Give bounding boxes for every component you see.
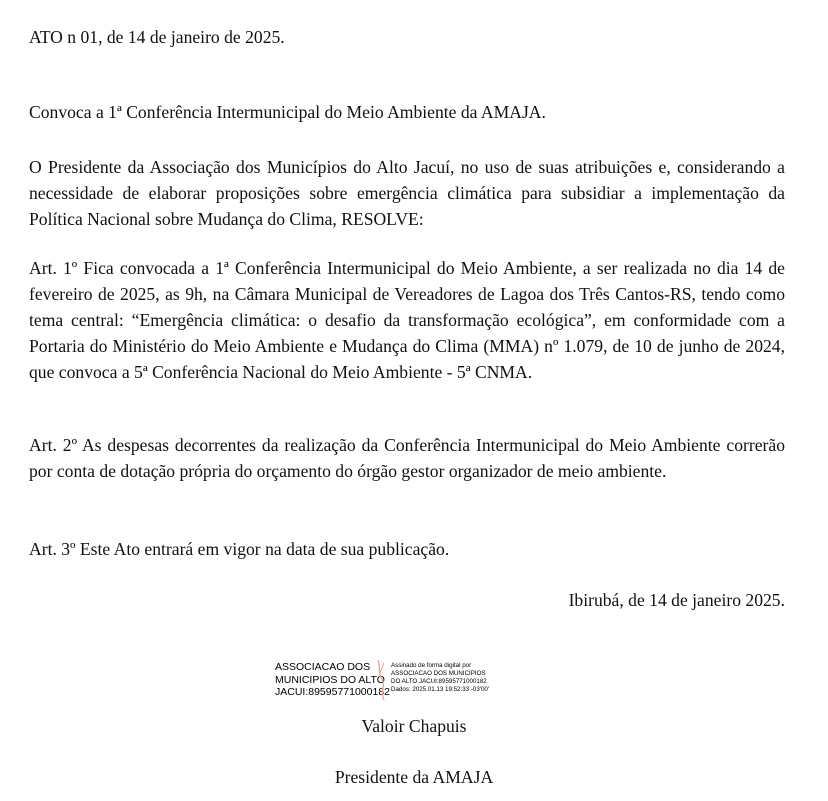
stamp-details-block [391, 662, 489, 694]
digital-signature-stamp [272, 659, 512, 703]
act-heading: ATO n 01, de 14 de janeiro de 2025. [29, 27, 285, 47]
article-3-paragraph: Art. 3º Este Ato entrará em vigor na data de sua publicação. [29, 539, 450, 559]
stamp-name-line: MUNICIPIOS DO ALTO [275, 673, 385, 686]
signer-name: Valoir Chapuis [361, 716, 467, 736]
article-2-paragraph: Art. 2º As despesas decorrentes da realização da Conferência Intermunicipal do Meio Ambiente correrão por conta de dotação própria do orçamento do órgão gestor organizador de meio ambiente. [29, 435, 785, 481]
signer-title: Presidente da AMAJA [334, 767, 494, 787]
preamble-paragraph: O Presidente da Associação dos Municípios do Alto Jacuí, no uso de suas atribuições e, considerando a necessidade de elaborar proposições sobre emergência climática para subsidiar a implementação da Política Nacional sobre Mudança do Clima, RESOLVE: [29, 157, 785, 229]
place-date: Ibirubá, de 14 de janeiro 2025. [568, 590, 785, 610]
stamp-name-line: JACUI:89595771000182 [275, 686, 391, 698]
stamp-info-line: DO ALTO JACUI:89595771000182 [391, 678, 487, 685]
stamp-signer-block [275, 661, 390, 699]
article-1-paragraph: Art. 1º Fica convocada a 1ª Conferência Intermunicipal do Meio Ambiente, a ser realizada no dia 14 de fevereiro de 2025, as 9h, na Câmara Municipal de Vereadores de Lagoa dos Três Cantos-RS, tendo como tema central: “Emergência climática: o desafio da transformação ecológica”, em conformidade com a Portaria do Ministério do Meio Ambiente e Mudança do Clima (MMA) nº 1.079, de 10 de junho de 2024, que convoca a 5ª Conferência Nacional do Meio Ambiente - 5ª CNMA. [29, 258, 785, 382]
stamp-info-line: ASSOCIACAO DOS MUNICIPIOS [391, 670, 486, 677]
signature-mark-icon [375, 659, 389, 701]
stamp-info-line: Dados: 2025.01.13 19:52:33 -03'00' [391, 686, 490, 693]
stamp-name-line: ASSOCIACAO DOS [275, 661, 371, 673]
act-summary: Convoca a 1ª Conferência Intermunicipal do Meio Ambiente da AMAJA. [29, 102, 546, 122]
stamp-info-line: Assinado de forma digital por [391, 662, 472, 669]
